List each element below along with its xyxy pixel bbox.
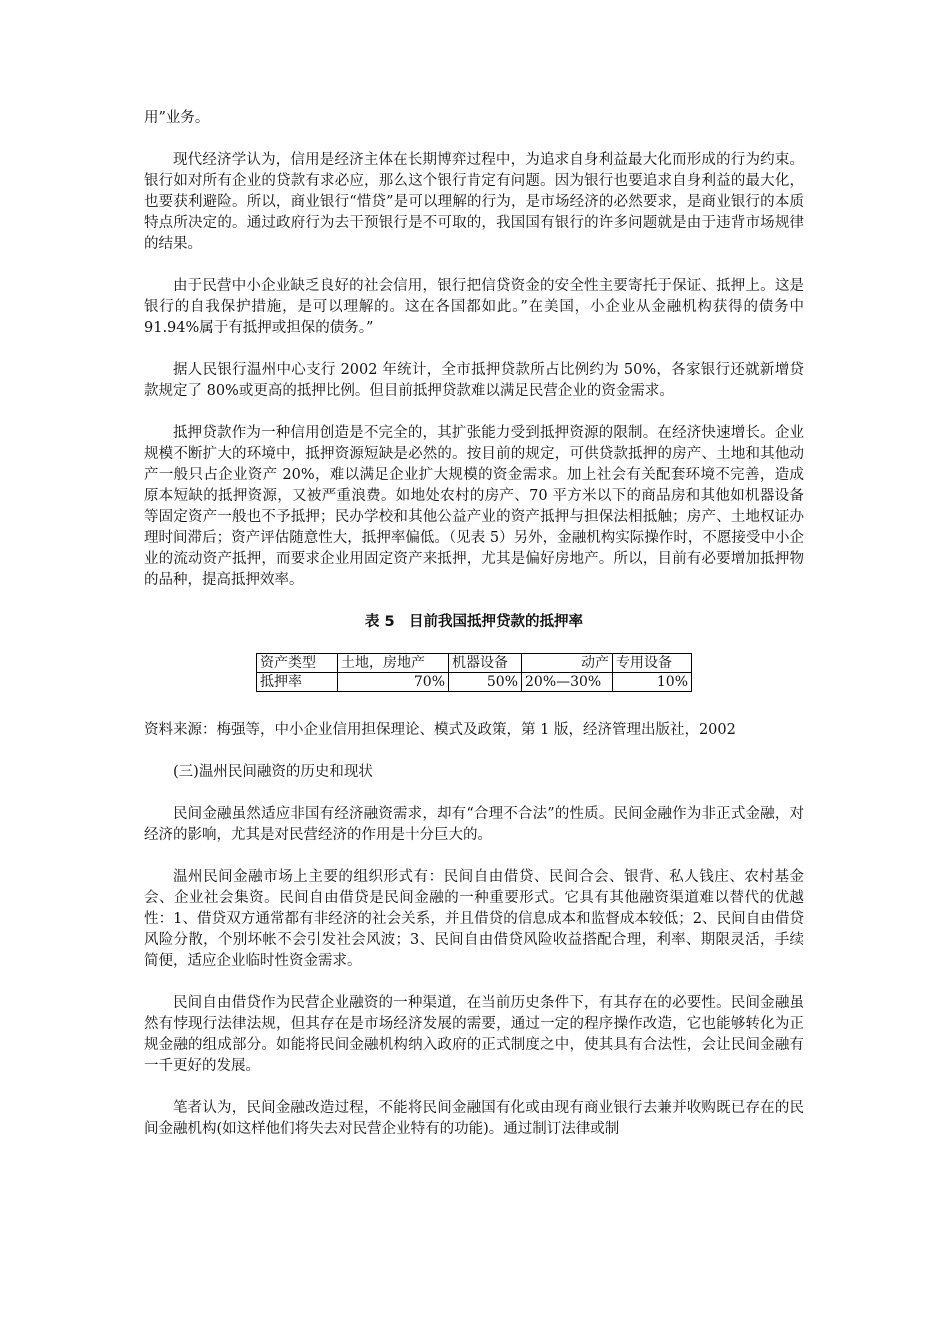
source-note: 资料来源：梅强等，中小企业信用担保理论、模式及政策，第 1 版，经济管理出版社，2002 — [144, 722, 736, 738]
paragraph-collateral-guarantee: 由于民营中小企业缺乏良好的社会信用，银行把信贷资金的安全性主要寄托于保证、抵押上。这是银行的自我保护措施，是可以理解的。这在各国都如此。”在美国，小企业从金融机构获得的债务中 91.94%属于有抵押或担保的债务。” — [144, 278, 804, 336]
table-cell: 10% — [613, 673, 692, 692]
table-header-cell: 机器设备 — [449, 654, 522, 673]
table-header-cell: 专用设备 — [613, 654, 692, 673]
table-container — [144, 653, 804, 692]
table-row — [257, 673, 692, 692]
paragraph-organization-forms: 温州民间金融市场上主要的组织形式有：民间自由借贷、民间合会、银背、私人钱庄、农村基金会、企业社会集资。民间自由借贷是民间金融的一种重要形式。它具有其他融资渠道难以替代的优越性：1、借贷双方通常都有非经济的社会关系，并且借贷的信息成本和监督成本较低；2、民间自由借贷风险分散，个别坏帐不会引发社会风波；3、民间自由借贷风险收益搭配合理，利率、期限灵活，手续简便，适应企业临时性资金需求。 — [144, 869, 804, 969]
paragraph-wenzhou-statistics: 据人民银行温州中心支行 2002 年统计，全市抵押贷款所占比例约为 50%，各家银行还就新增贷款规定了 80%或更高的抵押比例。但目前抵押贷款难以满足民营企业的资金需求。 — [144, 362, 804, 399]
table-header-cell: 动产 — [522, 654, 613, 673]
table-cell: 50% — [449, 673, 522, 692]
paragraph-informal-finance: 民间金融虽然适应非国有经济融资需求，却有“合理不合法”的性质。民间金融作为非正式金融，对经济的影响，尤其是对民营经济的作用是十分巨大的。 — [144, 806, 804, 843]
table-header-cell: 土地，房地产 — [338, 654, 449, 673]
paragraph-credit-theory: 现代经济学认为，信用是经济主体在长期博弈过程中，为追求自身利益最大化而形成的行为约束。银行如对所有企业的贷款有求必应，那么这个银行肯定有问题。因为银行也要追求自身利益的最大化，也要获利避险。所以，商业银行“惜贷”是可以理解的行为，是市场经济的必然要求，是商业银行的本质特点所决定的。通过政府行为去干预银行是不可取的，我国国有银行的许多问题就是由于违背市场规律的结果。 — [144, 152, 804, 252]
paragraph-continuation: 用”业务。 — [144, 110, 210, 126]
mortgage-rate-table — [256, 653, 692, 692]
document-page — [144, 108, 804, 1161]
table-title: 表 5 目前我国抵押贷款的抵押率 — [364, 614, 584, 630]
paragraph-author-view: 笔者认为，民间金融改造过程，不能将民间金融国有化或由现有商业银行去兼并收购既已存在的民间金融机构(如这样他们将失去对民营企业特有的功能)。通过制订法律或制 — [144, 1100, 804, 1137]
paragraph-necessity: 民间自由借贷作为民营企业融资的一种渠道，在当前历史条件下，有其存在的必要性。民间金融虽然有悖现行法律法规，但其存在是市场经济发展的需要，通过一定的程序操作改造，它也能够转化为正规金融的组成部分。如能将民间金融机构纳入政府的正式制度之中，使其具有合法性，会让民间金融有一千更好的发展。 — [144, 995, 804, 1074]
table-header-row — [257, 654, 692, 673]
section-heading: (三)温州民间融资的历史和现状 — [173, 764, 373, 780]
paragraph-mortgage-limits: 抵押贷款作为一种信用创造是不完全的，其扩张能力受到抵押资源的限制。在经济快速增长。企业规模不断扩大的环境中，抵押资源短缺是必然的。按目前的规定，可供贷款抵押的房产、土地和其他动产一般只占企业资产 20%，难以满足企业扩大规模的资金需求。加上社会有关配套环境不完善，造成原本短缺的抵押资源，又被严重浪费。如地处农村的房产、70 平方米以下的商品房和其他如机器设备等固定资产一般也不予抵押；民办学校和其他公益产业的资产抵押与担保法相抵触；房产、土地权证办理时间滞后；资产评估随意性大，抵押率偏低。（见表 5）另外，金融机构实际操作时，不愿接受中小企业的流动资产抵押，而要求企业用固定资产来抵押，尤其是偏好房地产。所以，目前有必要增加抵押物的品种，提高抵押效率。 — [144, 425, 804, 588]
table-cell: 抵押率 — [257, 673, 338, 692]
table-header-cell: 资产类型 — [257, 654, 338, 673]
table-cell: 70% — [338, 673, 449, 692]
table-cell: 20%—30% — [522, 673, 613, 692]
